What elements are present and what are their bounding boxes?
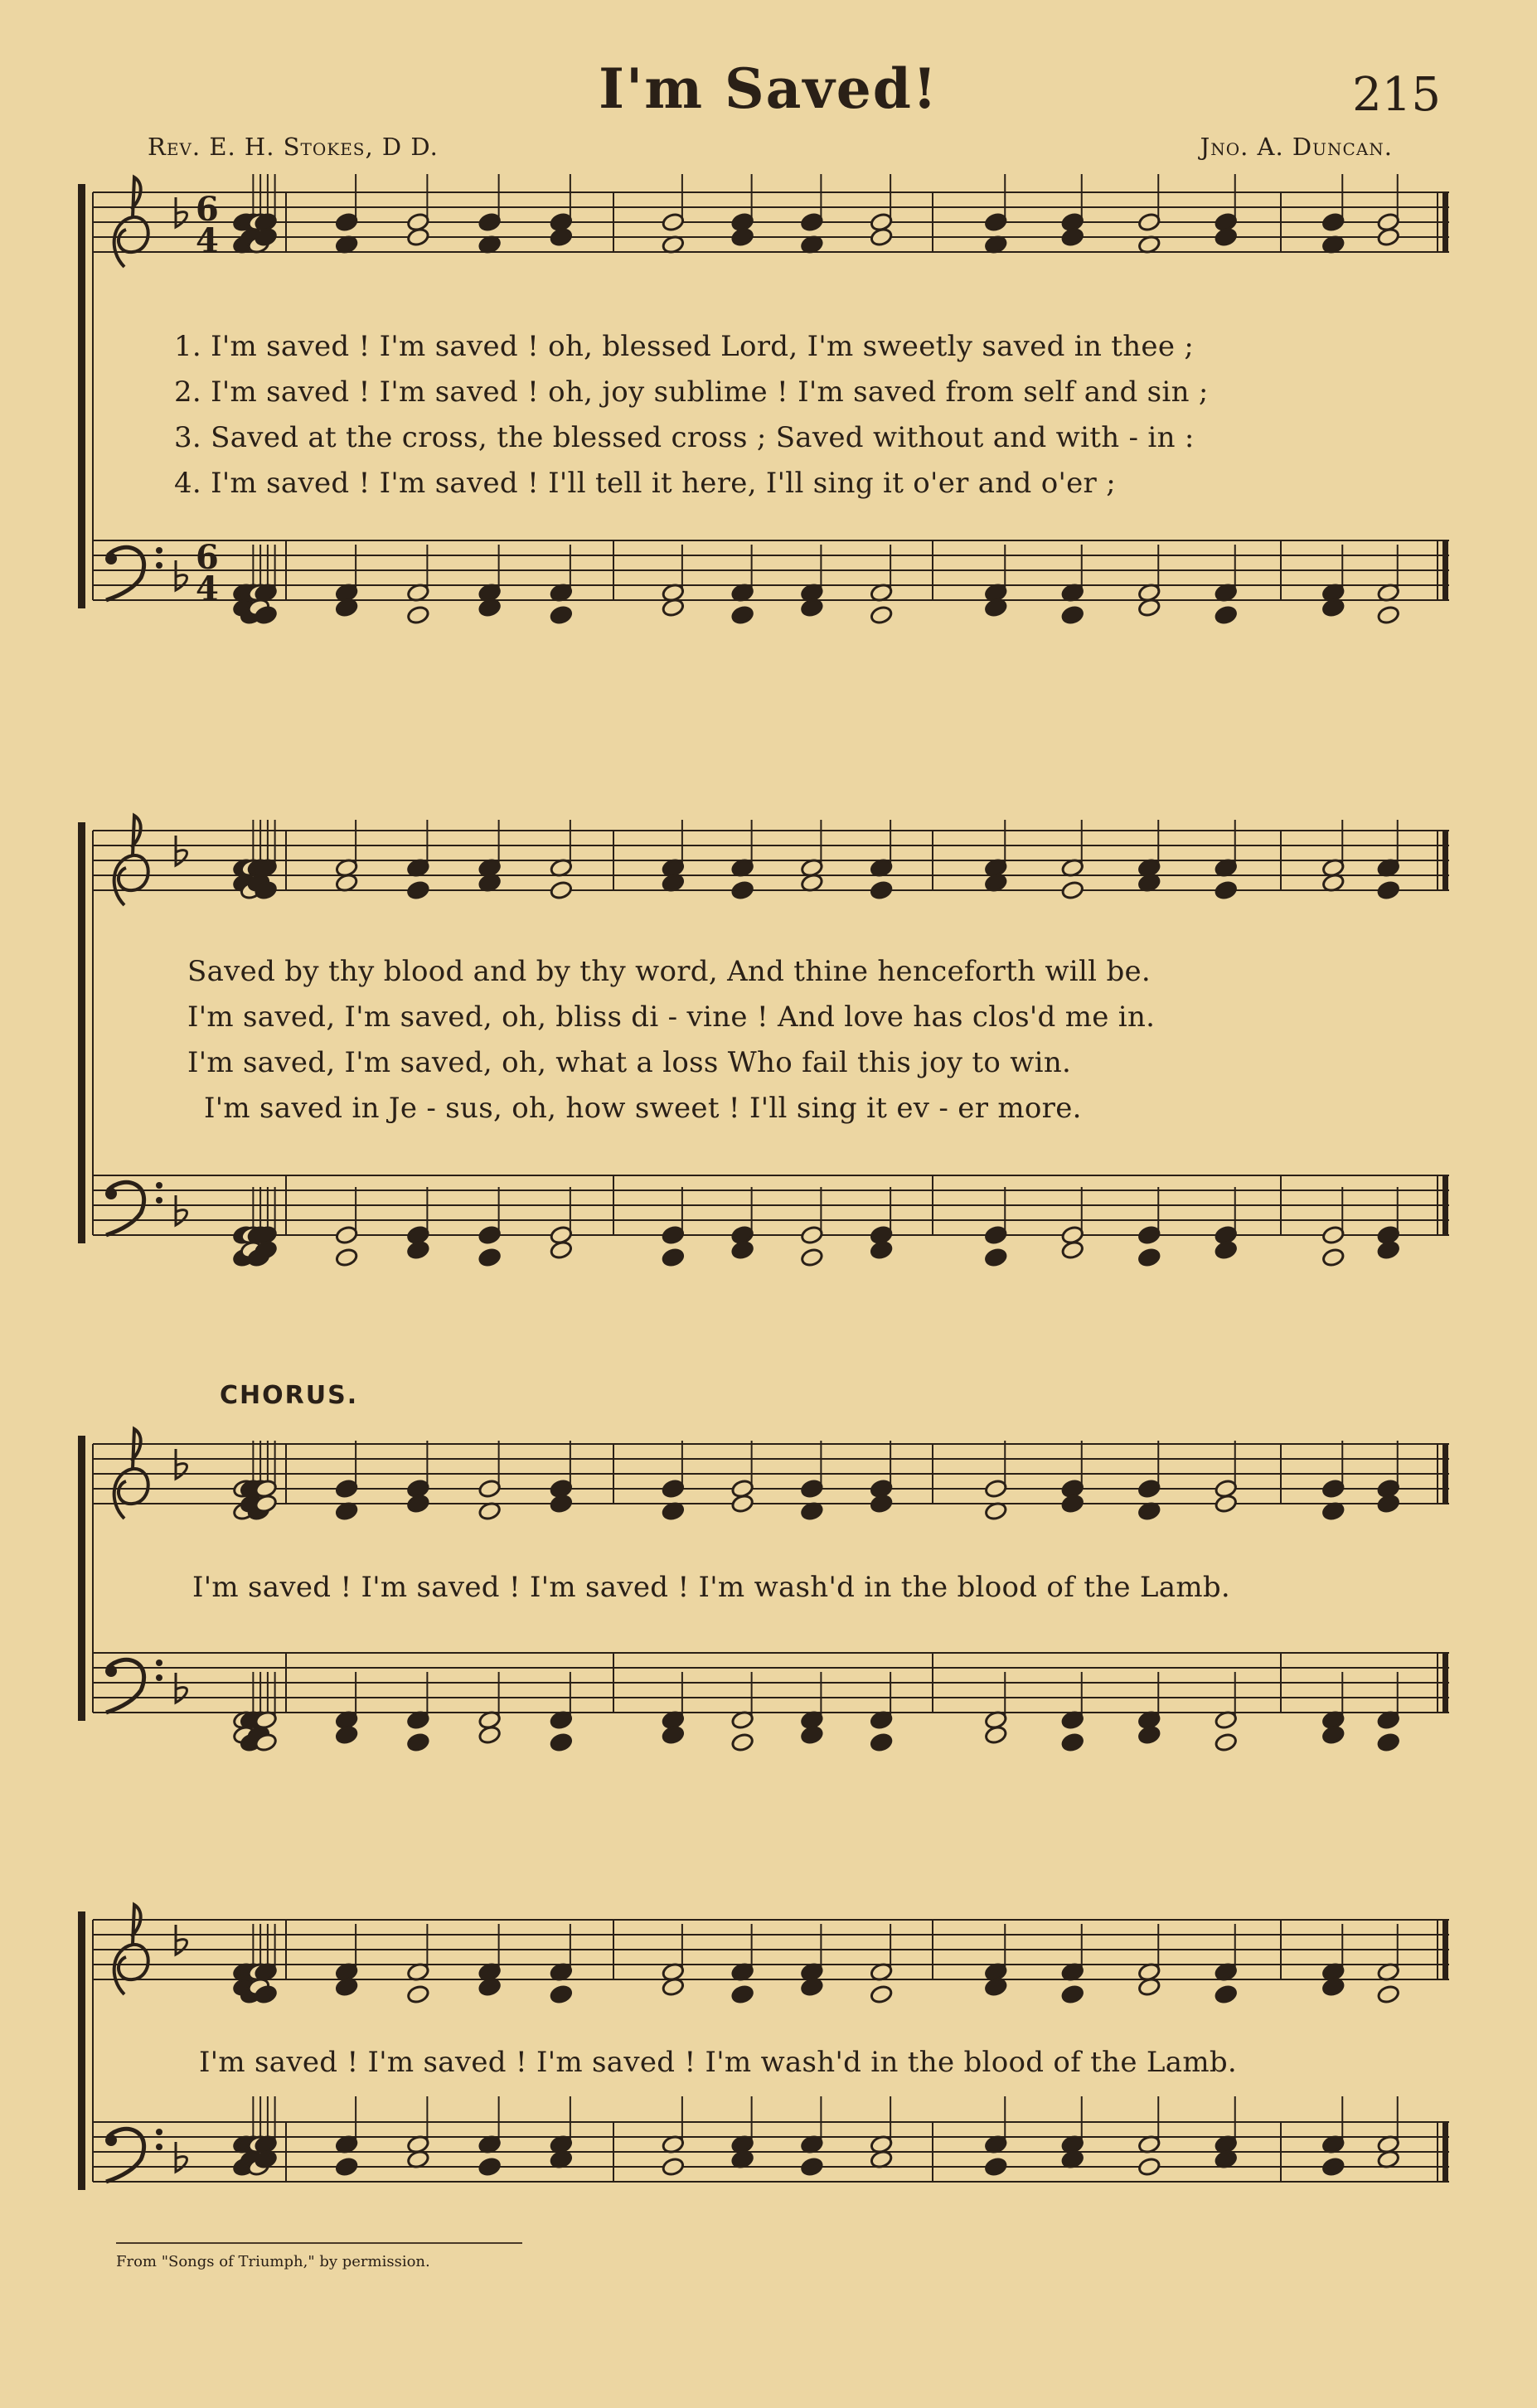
lower-note-head <box>730 227 754 247</box>
bass-clef-dot <box>105 553 117 564</box>
page-number: 215 <box>1352 68 1441 122</box>
lower-note-head <box>800 1248 823 1267</box>
lower-note-head <box>662 2157 685 2177</box>
lyricist-credit: Rev. E. H. Stokes, D D. <box>148 133 439 161</box>
lower-note-head <box>335 2157 358 2177</box>
lower-note-head <box>335 1725 358 1745</box>
lower-note-head <box>1377 880 1400 900</box>
system-bracket <box>78 822 85 1243</box>
quarter-note-head <box>984 1225 1007 1245</box>
quarter-note-head <box>1321 1479 1345 1499</box>
lower-note-head <box>870 1984 893 2004</box>
bass-clef-dot <box>156 2144 162 2150</box>
composer-credit: Jno. A. Duncan. <box>1200 133 1393 161</box>
lower-note-head <box>550 880 573 900</box>
lower-note-head <box>406 880 429 900</box>
lower-note-head <box>730 880 754 900</box>
lower-note-head <box>1137 2157 1161 2177</box>
lower-note-head <box>1377 605 1400 625</box>
lower-note-head <box>550 1240 573 1260</box>
footnote: From "Songs of Triumph," by permission. <box>116 2253 430 2270</box>
lower-note-head <box>984 1725 1007 1745</box>
final-barline-thick <box>1442 1653 1448 1713</box>
lower-note-head <box>1215 1494 1238 1514</box>
lower-note-head <box>406 1494 429 1514</box>
lower-note-head <box>662 1248 685 1267</box>
lower-note-head <box>1377 227 1400 247</box>
lower-note-head <box>550 1732 573 1752</box>
quarter-note-head <box>335 212 358 232</box>
lower-note-head <box>478 2157 501 2177</box>
lower-note-head <box>550 227 573 247</box>
lower-note-head <box>870 227 893 247</box>
quarter-note-head <box>335 1479 358 1499</box>
lower-note-head <box>1061 227 1084 247</box>
lower-note-head <box>870 880 893 900</box>
chorus-line-2: I'm saved ! I'm saved ! I'm saved ! I'm wash'd in the blood of the Lamb. <box>199 2046 1238 2079</box>
final-barline-thick <box>1442 831 1448 890</box>
bass-clef-dot <box>105 1188 117 1199</box>
quarter-note-head <box>1137 1479 1161 1499</box>
bass-clef-dot <box>156 1659 162 1666</box>
lower-note-head <box>1061 1494 1084 1514</box>
lower-note-head <box>1215 1240 1238 1260</box>
bass-clef-dot <box>105 1665 117 1677</box>
quarter-note-head <box>1321 212 1345 232</box>
time-signature-top: 6 <box>196 190 219 229</box>
lower-note-head <box>870 1240 893 1260</box>
system-bracket <box>78 1911 85 2190</box>
lower-note-head <box>984 1248 1007 1267</box>
bass-clef-dot <box>156 547 162 554</box>
system-bracket <box>78 1436 85 1721</box>
lower-note-head <box>662 1725 685 1745</box>
lower-note-head <box>1061 605 1084 625</box>
quarter-note-head <box>478 212 501 232</box>
chorus-line-1: I'm saved ! I'm saved ! I'm saved ! I'm wash'd in the blood of the Lamb. <box>192 1571 1231 1604</box>
lower-note-head <box>870 1494 893 1514</box>
lower-note-head <box>800 1725 823 1745</box>
bass-clef-dot <box>105 2134 117 2146</box>
half-note-head <box>984 1479 1007 1499</box>
time-signature-bottom: 4 <box>196 569 219 608</box>
time-signature-top: 6 <box>196 538 219 577</box>
final-barline-thick <box>1442 1444 1448 1504</box>
lower-note-head <box>335 1248 358 1267</box>
verse-3-line-2: I'm saved, I'm saved, oh, what a loss Who fail this joy to win. <box>187 1046 1072 1079</box>
hymn-title: I'm Saved! <box>599 56 938 121</box>
half-note-head <box>1137 212 1161 232</box>
lower-note-head <box>730 1732 754 1752</box>
verse-1-line-1: 1. I'm saved ! I'm saved ! oh, blessed Lord, I'm sweetly saved in thee ; <box>174 330 1195 363</box>
lower-note-head <box>730 605 754 625</box>
lower-note-head <box>550 1494 573 1514</box>
lower-note-head <box>1377 1494 1400 1514</box>
half-note-head <box>1321 1225 1345 1245</box>
lower-note-head <box>478 1248 501 1267</box>
lower-note-head <box>1321 2157 1345 2177</box>
lower-note-head <box>1137 1248 1161 1267</box>
bass-clef-dot <box>156 1197 162 1204</box>
time-signature-bottom: 4 <box>196 221 219 260</box>
verse-4-line-1: 4. I'm saved ! I'm saved ! I'll tell it here, I'll sing it o'er and o'er ; <box>174 467 1116 500</box>
lower-note-head <box>406 1984 429 2004</box>
verse-2-line-2: I'm saved, I'm saved, oh, bliss di - vine ! And love has clos'd me in. <box>187 1001 1156 1034</box>
lower-note-head <box>478 1725 501 1745</box>
footnote-rule <box>116 2242 522 2244</box>
final-barline-thick <box>1442 540 1448 600</box>
lower-note-head <box>800 2157 823 2177</box>
lower-note-head <box>550 1984 573 2004</box>
bass-clef-dot <box>156 562 162 569</box>
lower-note-head <box>1377 1984 1400 2004</box>
lower-note-head <box>406 1240 429 1260</box>
lower-note-head <box>406 227 429 247</box>
verse-3-line-1: 3. Saved at the cross, the blessed cross ; Saved without and with - in : <box>174 421 1195 454</box>
lower-note-head <box>1377 1732 1400 1752</box>
lower-note-head <box>1215 1732 1238 1752</box>
quarter-note-head <box>984 212 1007 232</box>
lower-note-head <box>1061 1240 1084 1260</box>
verse-2-line-1: 2. I'm saved ! I'm saved ! oh, joy sublime ! I'm saved from self and sin ; <box>174 375 1209 409</box>
lower-note-head <box>1061 880 1084 900</box>
lower-note-head <box>730 1494 754 1514</box>
lower-note-head <box>730 1984 754 2004</box>
lower-note-head <box>870 605 893 625</box>
quarter-note-head <box>662 1225 685 1245</box>
bass-clef-dot <box>156 1182 162 1189</box>
final-barline-thick <box>1442 1920 1448 1979</box>
lower-note-head <box>550 605 573 625</box>
lower-note-head <box>1061 1984 1084 2004</box>
lower-note-head <box>870 1732 893 1752</box>
quarter-note-head <box>800 1479 823 1499</box>
lower-note-head <box>1377 1240 1400 1260</box>
system-bracket <box>78 184 85 608</box>
final-barline-thick <box>1442 1175 1448 1235</box>
lower-note-head <box>1215 227 1238 247</box>
bass-clef-dot <box>156 2129 162 2135</box>
half-note-head <box>478 1479 501 1499</box>
lower-note-head <box>406 1732 429 1752</box>
lower-note-head <box>406 605 429 625</box>
lower-note-head <box>730 1240 754 1260</box>
final-barline-thick <box>1442 192 1448 252</box>
half-note-head <box>662 212 685 232</box>
half-note-head <box>335 1225 358 1245</box>
half-note-head <box>800 1225 823 1245</box>
lower-note-head <box>1215 1984 1238 2004</box>
lower-note-head <box>1321 1248 1345 1267</box>
quarter-note-head <box>1137 1225 1161 1245</box>
verse-4-line-2: I'm saved in Je - sus, oh, how sweet ! I'll sing it ev - er more. <box>204 1092 1082 1125</box>
chorus-heading: CHORUS. <box>220 1381 359 1410</box>
final-barline-thick <box>1442 2122 1448 2182</box>
lower-note-head <box>1321 1725 1345 1745</box>
lower-note-head <box>1215 880 1238 900</box>
lower-note-head <box>1215 605 1238 625</box>
lower-note-head <box>984 2157 1007 2177</box>
lower-note-head <box>1137 1725 1161 1745</box>
quarter-note-head <box>800 212 823 232</box>
lower-note-head <box>1061 1732 1084 1752</box>
quarter-note-head <box>478 1225 501 1245</box>
bass-clef-dot <box>156 1674 162 1681</box>
quarter-note-head <box>662 1479 685 1499</box>
verse-1-line-2: Saved by thy blood and by thy word, And thine henceforth will be. <box>187 955 1152 988</box>
